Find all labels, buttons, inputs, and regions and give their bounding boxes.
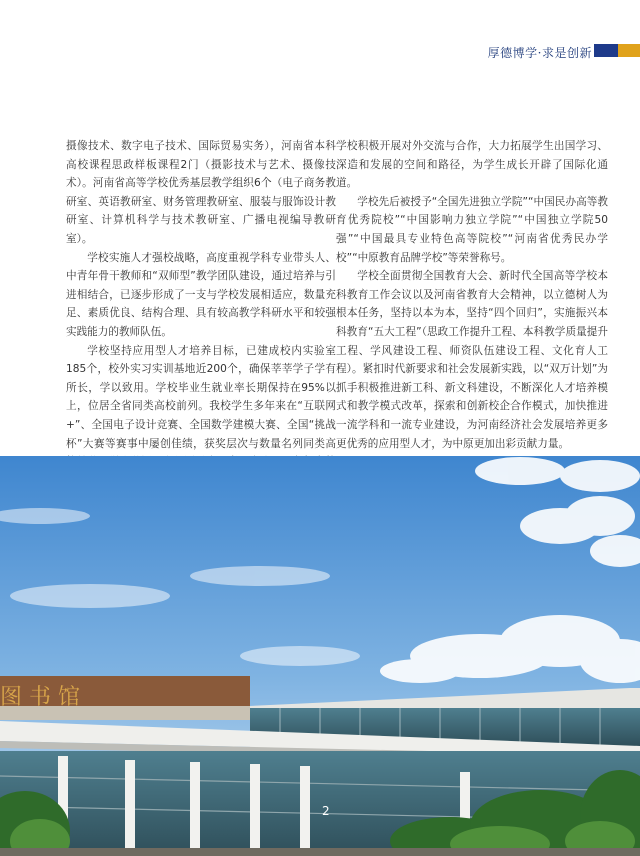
- page-header: [0, 0, 640, 72]
- school-motto: 厚德博学·求是创新: [487, 46, 592, 60]
- right-paragraph-3: 学校全面贯彻全国教育大会、新时代全国高等学校本科教育工作会议以及河南省教育大会精神，以立德树人为根本任务，坚持以本为本，坚持“四个回归”，实施振兴本科教育“五大工程”（思政工作提升工程、本科教学质量提升工程、学风建设工程、师资队伍建设工程、文化育人工程）。紧扣时代新要求和社会发展新实践，以“双万计划”为抓手积极推进新工科、新文科建设，不断深化人才培养模式和教学模式改革，探索和创新校企合作模式，加快推进一流学科和一流专业建设，为河南经济社会发展培养更多更优秀的应用型人才，为中原更加出彩贡献力量。: [336, 270, 608, 450]
- left-text-column: [66, 137, 336, 490]
- right-paragraph-2: 学校先后被授予“全国先进独立学院”“中国民办高等教育优秀院校”“中国影响力独立学院”“中国独立学院50强”“中国最具专业特色高等院校”“河南省优秀民办学校”“中原教育品牌学校”等荣誉称号。: [336, 195, 608, 264]
- campus-library-photo: [0, 456, 640, 856]
- left-paragraph-1: 摄像技术、数字电子技术、国际贸易实务），河南省本科高校课程思政样板课程2门（摄影技术与艺术、摄像技术）。河南省高等学校优秀基层教学组织6个（电子商务教研室、英语教研室、财务管理教研室、服装与服饰设计教研室、计算机科学与技术教研室、广播电视编导教研室）。: [66, 140, 336, 245]
- library-sign: 图 书 馆: [0, 685, 80, 710]
- page-number: 2: [322, 804, 330, 818]
- header-blue-stripe: [594, 44, 618, 57]
- right-text-column: [336, 137, 608, 453]
- left-paragraph-2: 学校实施人才强校战略，高度重视学科专业带头人、中青年骨干教师和“双师型”教学团队建设，通过培养与引进相结合，已逐步形成了一支与学校发展相适应，数量充足、素质优良、结构合理、具有较高教学科研水平和较强实践能力的教师队伍。: [66, 251, 336, 338]
- left-paragraph-3: 学校坚持应用型人才培养目标，已建成校内实验室185个，校外实习实训基地近200个，确保莘莘学子学有所长，学以致用。学校毕业生就业率长期保持在95%以上，位居全省同类高校前列。我校学生多年来在“互联网+”、全国电子设计竞赛、全国数学建模大赛、全国“挑战杯”大赛等赛事中屡创佳绩，获奖层次与数量名列同类高: [66, 344, 336, 450]
- right-paragraph-1: 学校积极开展对外交流与合作，大力拓展学生出国学习、深造和发展的空间和路径，为学生成长开辟了国际化通道。: [336, 140, 608, 190]
- header-gold-stripe: [618, 44, 640, 57]
